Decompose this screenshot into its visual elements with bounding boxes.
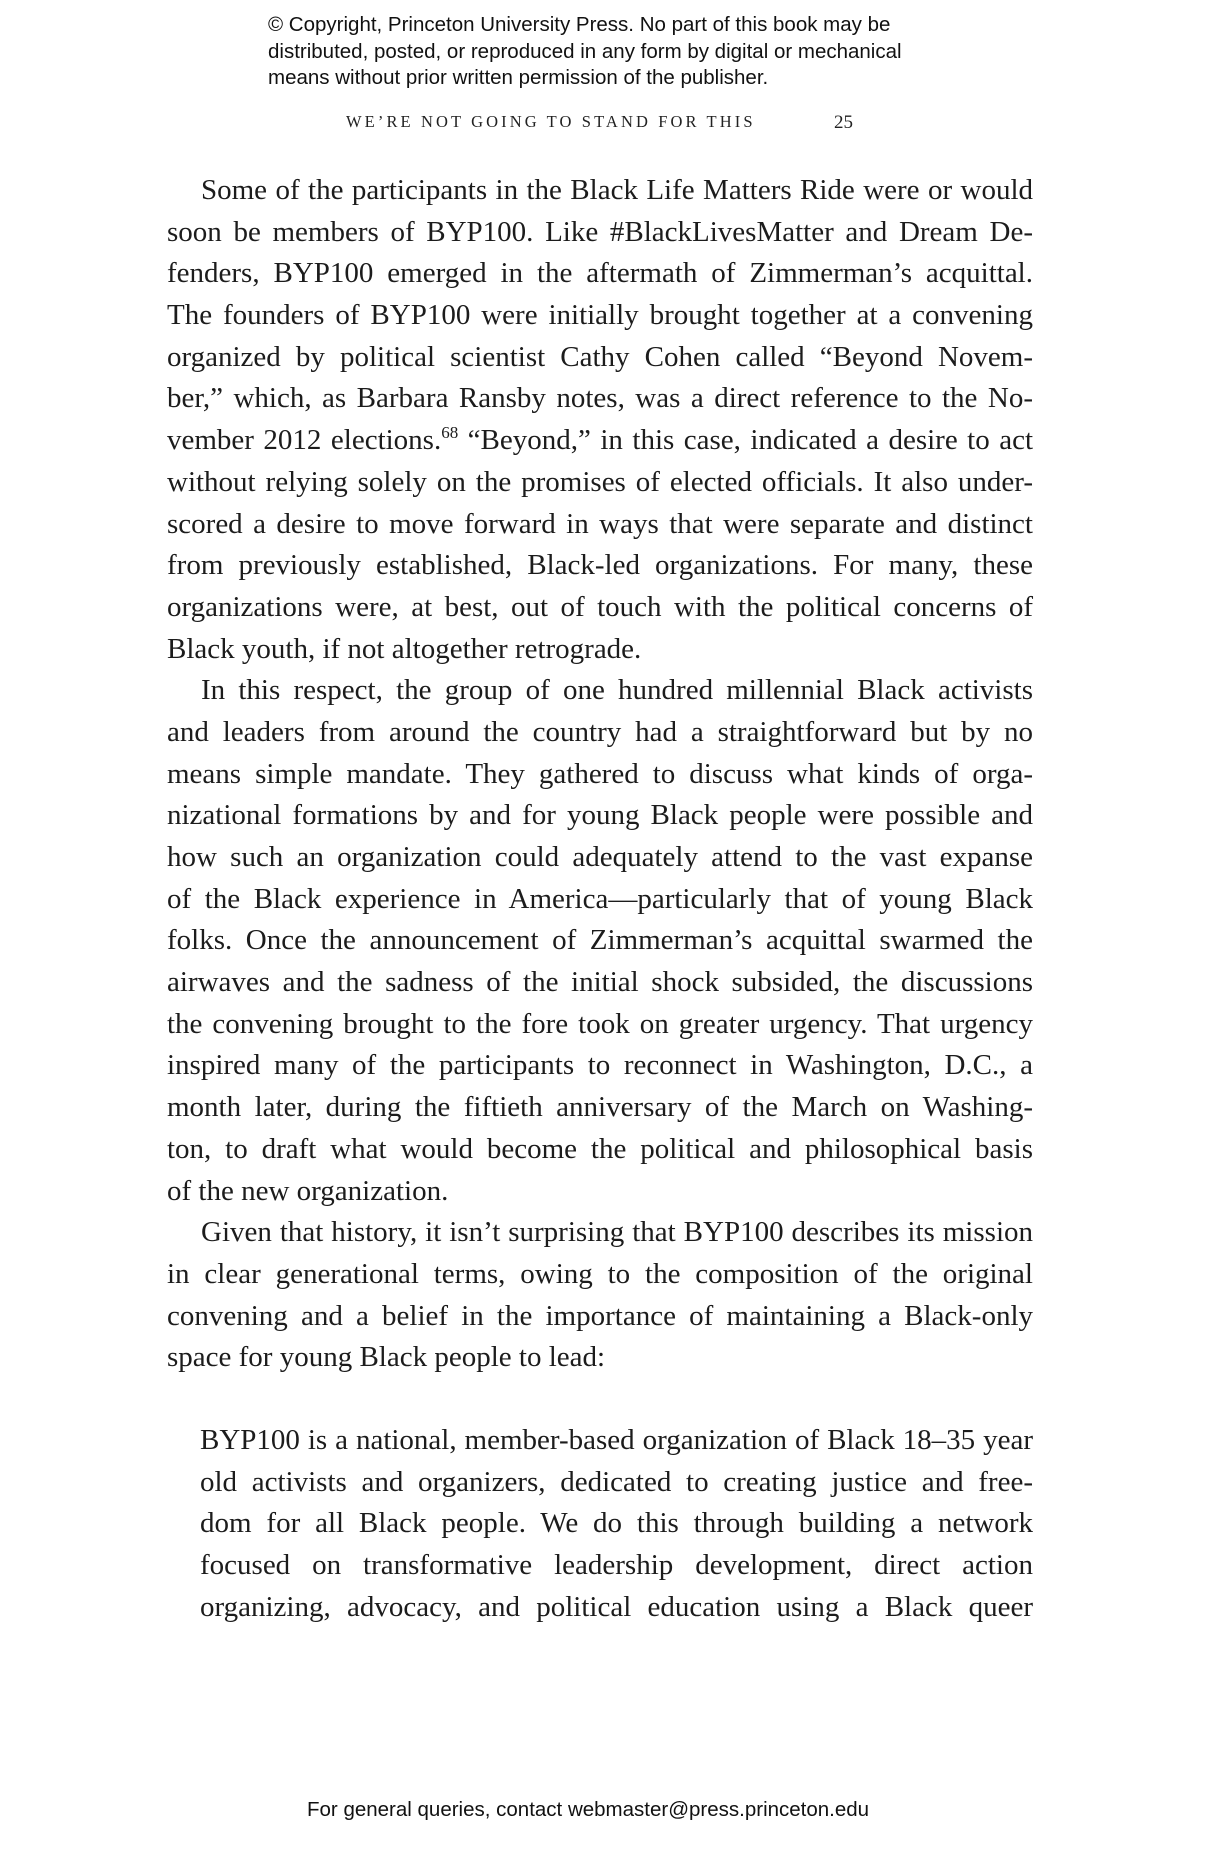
text-fragment: vember 2012 elections. — [167, 424, 442, 457]
text-line: month later, during the fiftieth anniversary of the March on Washing- — [167, 1091, 1033, 1124]
text-line: Given that history, it isn’t surprising that BYP100 describes its mission — [201, 1216, 1033, 1249]
text-line: folks. Once the announcement of Zimmerman’s acquittal swarmed the — [167, 924, 1033, 957]
text-line: how such an organization could adequately attend to the vast expanse — [167, 841, 1033, 873]
text-fragment: “Beyond,” in this case, indicated a desire to act — [458, 424, 1033, 457]
text-line: of the new organization. — [167, 1174, 449, 1207]
text-line: The founders of BYP100 were initially brought together at a convening — [167, 299, 1033, 332]
block-quote — [200, 1420, 1033, 1628]
quote-line: organizing, advocacy, and political education using a Black queer — [200, 1590, 1033, 1623]
text-line: of the Black experience in America—particularly that of young Black — [167, 882, 1033, 915]
quote-line: old activists and organizers, dedicated to creating justice and free- — [200, 1465, 1033, 1498]
text-line: without relying solely on the promises of elected officials. It also under- — [167, 465, 1033, 498]
text-line: ton, to draft what would become the political and philosophical basis — [167, 1132, 1033, 1165]
quote-line: BYP100 is a national, member-based organization of Black 18–35 year — [200, 1424, 1033, 1456]
copyright-line: © Copyright, Princeton University Press. No part of this book may be — [268, 13, 891, 36]
text-line-with-note — [167, 420, 1033, 462]
text-line: space for young Black people to lead: — [167, 1341, 606, 1374]
text-line: ber,” which, as Barbara Ransby notes, was a direct reference to the No- — [167, 382, 1033, 415]
text-line: soon be members of BYP100. Like #BlackLivesMatter and Dream De- — [167, 215, 1033, 248]
text-line: means simple mandate. They gathered to discuss what kinds of orga- — [167, 757, 1033, 790]
copyright-line: means without prior written permission of the publisher. — [268, 66, 769, 89]
text-line: nizational formations by and for young Black people were possible and — [167, 799, 1033, 832]
quote-line: dom for all Black people. We do this through building a network — [200, 1507, 1033, 1540]
footer-contact: For general queries, contact webmaster@press.princeton.edu — [307, 1798, 870, 1821]
text-line: Some of the participants in the Black Life Matters Ride were or would — [201, 174, 1033, 206]
text-line: from previously established, Black-led organizations. For many, these — [167, 549, 1033, 582]
text-line: airwaves and the sadness of the initial shock subsided, the discussions — [167, 966, 1033, 999]
text-line: organizations were, at best, out of touch with the political concerns of — [167, 590, 1033, 623]
footnote-reference[interactable]: 68 — [441, 423, 459, 443]
body-text — [167, 170, 1033, 1379]
text-line: In this respect, the group of one hundred millennial Black activists — [201, 674, 1033, 707]
text-line: fenders, BYP100 emerged in the aftermath of Zimmerman’s acquittal. — [167, 257, 1033, 290]
text-line: the convening brought to the fore took on greater urgency. That urgency — [167, 1007, 1033, 1040]
text-line: in clear generational terms, owing to the composition of the original — [167, 1257, 1033, 1290]
page-number: 25 — [834, 112, 853, 133]
text-line: convening and a belief in the importance of maintaining a Black-only — [167, 1299, 1033, 1332]
running-head — [346, 112, 866, 132]
running-head-title: WE’RE NOT GOING TO STAND FOR THIS — [346, 112, 756, 131]
text-line: scored a desire to move forward in ways that were separate and distinct — [167, 507, 1033, 540]
text-line: inspired many of the participants to reconnect in Washington, D.C., a — [167, 1049, 1033, 1082]
text-line: Black youth, if not altogether retrograde. — [167, 632, 642, 665]
text-line: and leaders from around the country had a straightforward but by no — [167, 715, 1033, 748]
text-line: organized by political scientist Cathy Cohen called “Beyond Novem- — [167, 340, 1033, 373]
copyright-notice — [268, 12, 988, 92]
quote-line: focused on transformative leadership development, direct action — [200, 1549, 1033, 1582]
copyright-line: distributed, posted, or reproduced in any form by digital or mechanical — [268, 39, 902, 63]
